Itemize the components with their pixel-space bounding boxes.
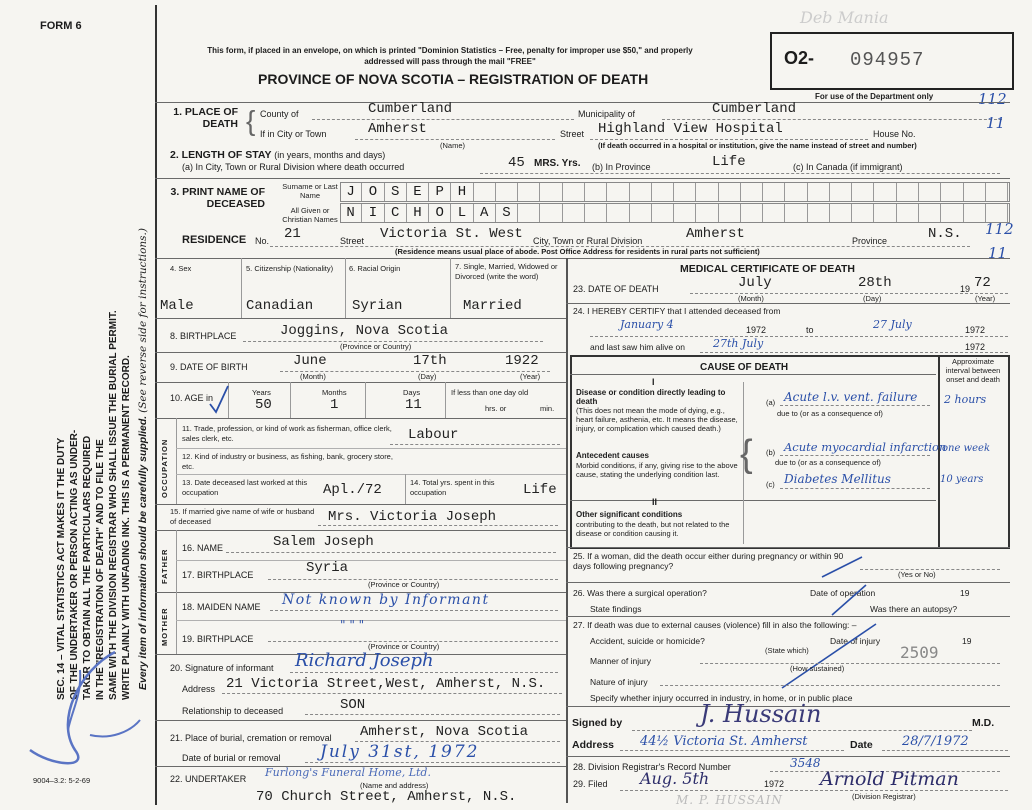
given-letter-cell [852, 204, 874, 222]
county-label: County of [260, 109, 299, 119]
registrar-caption: (Division Registrar) [852, 792, 916, 801]
given-letter-cell [630, 204, 652, 222]
racial-value: Syrian [352, 298, 403, 314]
legal-text-1: SEC. 14 – VITAL STATISTICS ACT MAKES IT THE DUTY [56, 437, 67, 700]
less-than-day: If less than one day old [451, 388, 529, 397]
undertaker-label: 22. UNDERTAKER [170, 774, 247, 784]
cause-b-prefix: (b) [766, 448, 776, 457]
physician-address-label: Address [572, 739, 615, 751]
surname-letter-cell [518, 183, 540, 201]
date-of-injury: Date of injury [830, 636, 881, 646]
q11-label: 11. Trade, profession, or kind of work as fisherman, office clerk, sales clerk, etc. [182, 424, 392, 443]
death-month-caption: (Month) [738, 294, 764, 303]
surname-letter-cell: E [407, 183, 429, 201]
surname-letter-cell [540, 183, 562, 201]
form-number: 094957 [850, 49, 925, 71]
mother-birthplace-caption: (Province or Country) [368, 642, 440, 651]
given-letter-cell [785, 204, 807, 222]
res-no: 21 [284, 226, 301, 242]
state-which: (State which) [765, 646, 809, 655]
form-number-prefix: O2- [784, 48, 815, 68]
state-findings: State findings [590, 604, 642, 614]
registrar-signature: Arnold Pitman [820, 768, 959, 790]
q14-label: 14. Total yrs. spent in this occupation [410, 478, 495, 497]
years-label: Years [252, 388, 271, 397]
burial-date: July 31st, 1972 [320, 742, 480, 762]
given-letter-cell [696, 204, 718, 222]
postal-note: This form, if placed in an envelope, on which is printed "Dominion Statistics – Free, penalty for improper use $50," and properly addressed will pass through the mail "FREE" [207, 46, 693, 66]
hrs-label: hrs. or [485, 404, 507, 413]
father-name: Salem Joseph [273, 534, 374, 550]
informant-address-label: Address [182, 684, 216, 694]
q15-value: Mrs. Victoria Joseph [328, 509, 497, 525]
interval-c: 10 years [940, 474, 984, 485]
street-value: Highland View Hospital [598, 121, 783, 137]
nature-label: Nature of injury [590, 677, 648, 687]
given-letter-cell [763, 204, 785, 222]
dept-use-label: For use of the Department only [815, 92, 934, 101]
q12-label: 12. Kind of industry or business, as fishing, bank, grocery store, etc. [182, 452, 393, 471]
q25-label: 25. If a woman, did the death occur either during pregnancy or within 90 days following pregnancy? [573, 551, 844, 571]
residence-note: (Residence means usual place of abode. Post Office Address for residents in rural parts not sufficient) [395, 247, 760, 256]
q15-label: 15. If married give name of wife or husband of deceased [170, 507, 315, 526]
stay-a-label: (a) In City, Town or Rural Division where death occurred [182, 162, 405, 172]
res-no-label: No. [255, 236, 270, 246]
surname-letter-cell [852, 183, 874, 201]
date-of-operation: Date of operation [810, 588, 876, 598]
surname-letter-cell: S [385, 183, 407, 201]
accident-label: Accident, suicide or homicide? [590, 636, 705, 646]
days-label: Days [403, 388, 421, 397]
part-ii: II [652, 497, 658, 507]
q25-slash-icon [820, 555, 865, 580]
manner-label: Manner of injury [590, 656, 651, 666]
dob-day: 17th [413, 353, 447, 369]
surname-letter-cell [652, 183, 674, 201]
given-letter-cell [941, 204, 963, 222]
surname-letter-cell [607, 183, 629, 201]
dob-day-caption: (Day) [418, 372, 437, 381]
medical-title: MEDICAL CERTIFICATE OF DEATH [680, 263, 855, 275]
mother-side-label: MOTHER [160, 607, 169, 646]
physician-date-label: Date [850, 739, 873, 751]
industry-question: Specify whether injury occurred in industry, in home, or in public place [590, 693, 853, 703]
house-label: House No. [873, 129, 916, 139]
age-label: 10. AGE in [170, 393, 214, 403]
death-month: July [738, 275, 772, 291]
autopsy-label: Was there an autopsy? [870, 604, 958, 614]
cause-a: Acute l.v. vent. failure [784, 390, 918, 404]
dept-code-5: 11 [988, 244, 1008, 262]
undertaker-caption: (Name and address) [360, 781, 429, 790]
dept-code-4: 112 [985, 220, 1014, 238]
mother-birthplace-ditto: " " " [340, 618, 365, 632]
surname-letter-cell [897, 183, 919, 201]
hospital-note: (If death occurred in a hospital or institution, give the name instead of street and number) [598, 141, 917, 150]
given-letter-cell [808, 204, 830, 222]
q27-slash-icon [780, 622, 880, 692]
surname-letter-cell [741, 183, 763, 201]
father-birthplace-caption: (Province or Country) [368, 580, 440, 589]
undertaker-name: Furlong's Funeral Home, Ltd. [265, 766, 431, 779]
cause-a-prefix: (a) [766, 398, 776, 407]
interval-b: one week [942, 443, 991, 454]
age-years: 50 [255, 397, 272, 413]
interval-a: 2 hours [944, 393, 987, 406]
disease-note: (This does not mean the mode of dying, e.g., heart failure, asthenia, etc. It means the disease, injury, or complication which caused death.) [576, 406, 738, 433]
county-value: Cumberland [368, 101, 453, 117]
municipality-value: Cumberland [712, 101, 797, 117]
md-label: M.D. [972, 717, 995, 729]
physician-signature: J. Hussain [700, 700, 822, 728]
sex-label: 4. Sex [170, 264, 192, 273]
part-i: I [652, 377, 655, 387]
surname-letter-cell [964, 183, 986, 201]
burial-place: Amherst, Nova Scotia [360, 724, 529, 740]
given-letter-cell [741, 204, 763, 222]
surname-letter-cell [696, 183, 718, 201]
surname-letter-cell [474, 183, 496, 201]
surname-letter-cell: H [451, 183, 473, 201]
age-days: 11 [405, 397, 422, 413]
record-number: 3548 [790, 756, 821, 770]
stay-c-label: (c) In Canada (if immigrant) [793, 162, 903, 172]
given-letter-cell: I [362, 204, 384, 222]
deceased-section: 3. PRINT NAME OF DECEASED [170, 186, 265, 210]
surname-letter-cell: P [429, 183, 451, 201]
racial-label: 6. Racial Origin [349, 264, 401, 273]
citizenship-label: 5. Citizenship (Nationality) [246, 264, 334, 273]
dob-month: June [293, 353, 327, 369]
given-letter-cell [874, 204, 896, 222]
last-saw-year: 1972 [965, 342, 986, 352]
cause-c-prefix: (c) [766, 480, 775, 489]
given-letter-cell: O [429, 204, 451, 222]
q14-value: Life [523, 482, 557, 498]
stay-b-value: Life [712, 154, 746, 170]
given-letter-cell: N [340, 204, 362, 222]
maiden-name: Not known by Informant [282, 592, 490, 608]
city-label: If in City or Town [260, 129, 327, 139]
filed-year: 1972 [764, 779, 785, 789]
q11-value: Labour [408, 427, 459, 443]
relationship-value: SON [340, 697, 366, 713]
q27-label: 27. If death was due to external causes (violence) fill in also the following: – [573, 620, 857, 630]
due-to-b: due to (or as a consequence of) [775, 458, 881, 467]
q24-label: 24. I HEREBY CERTIFY that I attended deceased from [573, 306, 781, 316]
birthplace-label: 8. BIRTHPLACE [170, 331, 237, 341]
mother-birthplace-label: 19. BIRTHPLACE [182, 634, 254, 644]
legal-text-6: WRITE PLAINLY WITH UNFADING INK. THIS IS A PERMANENT RECORD. [121, 355, 132, 700]
surname-letter-cell [808, 183, 830, 201]
surname-letter-cell [919, 183, 941, 201]
surname-letter-cell [563, 183, 585, 201]
father-birthplace-label: 17. BIRTHPLACE [182, 570, 254, 580]
q23-label: 23. DATE OF DEATH [573, 284, 659, 294]
cause-title: CAUSE OF DEATH [700, 362, 789, 373]
birthplace-caption: (Province or Country) [340, 342, 412, 351]
informant-address: 21 Victoria Street,West, Amherst, N.S. [226, 676, 546, 692]
form-label: FORM 6 [40, 20, 82, 32]
faint-annotation: Deb Mania [800, 8, 889, 27]
surname-label: Surname or Last Name [282, 182, 338, 200]
given-letter-cell: L [451, 204, 473, 222]
res-street-label: Street [340, 236, 365, 246]
given-letter-cell: A [474, 204, 496, 222]
age-months: 1 [330, 397, 339, 413]
attended-to: 27 July [873, 318, 912, 331]
father-name-label: 16. NAME [182, 543, 224, 553]
name-caption: (Name) [440, 141, 466, 150]
manner-code: 2509 [900, 643, 939, 662]
death-year: 72 [974, 275, 991, 291]
form-title: PROVINCE OF NOVA SCOTIA – REGISTRATION OF DEATH [258, 71, 649, 87]
cause-b: Acute myocardial infarction [784, 440, 947, 454]
place-of-death-section: 1. PLACE OF DEATH [173, 106, 238, 130]
filed-date: Aug. 5th [640, 769, 710, 788]
father-birthplace: Syria [306, 560, 349, 576]
given-letter-cell [563, 204, 585, 222]
print-code: 9004–3.2: 5-2-69 [33, 776, 91, 785]
signed-label: Signed by [572, 717, 623, 729]
pencil-mark-icon [20, 640, 150, 780]
q26-slash-icon [830, 583, 870, 618]
disease-label: Disease or condition directly leading to death [576, 388, 726, 406]
surname-letter-cell: J [340, 183, 362, 201]
attended-from-year: 1972 [746, 325, 767, 335]
surname-letter-cell [941, 183, 963, 201]
legal-text-3: TAKER TO OBTAIN ALL THE PARTICULARS REQUIRED [82, 435, 93, 700]
sex-value: Male [160, 298, 194, 314]
instruction-text: Every item of information should be carefully supplied. (See reverse side for instructions.) [137, 228, 149, 690]
street-label: Street [560, 129, 585, 139]
occupation-side-label: OCCUPATION [160, 438, 169, 498]
death-day: 28th [858, 275, 892, 291]
q28-label: 28. Division Registrar's Record Number [573, 762, 731, 772]
stay-a-unit: MRS. Yrs. [534, 158, 581, 169]
how-sustained: (How sustained) [790, 664, 845, 673]
birthplace-value: Joggins, Nova Scotia [280, 323, 449, 339]
municipality-label: Municipality of [578, 109, 636, 119]
surname-letter-cell: O [362, 183, 384, 201]
antecedent-label: Antecedent causes [576, 451, 649, 460]
given-letter-cell: H [407, 204, 429, 222]
dept-code-1: 112 [978, 90, 1007, 108]
physician-address: 44½ Victoria St. Amherst [640, 734, 808, 749]
other-note: contributing to the death, but not related to the disease or condition causing it. [576, 520, 730, 538]
given-letter-cell [585, 204, 607, 222]
undertaker-address: 70 Church Street, Amherst, N.S. [256, 789, 517, 805]
last-saw-label: and last saw him alive on [590, 342, 685, 352]
interval-label: Approximate interval between onset and death [945, 357, 1001, 384]
given-letter-cell [719, 204, 741, 222]
given-letter-cell [897, 204, 919, 222]
burial-date-label: Date of burial or removal [182, 753, 281, 763]
q13-value: Apl./72 [323, 482, 382, 498]
res-province: N.S. [928, 226, 962, 242]
death-year-caption: (Year) [975, 294, 996, 303]
attended-to-year: 1972 [965, 325, 986, 335]
dob-year-caption: (Year) [520, 372, 541, 381]
cause-c: Diabetes Mellitus [784, 472, 891, 486]
death-year-prefix: 19 [960, 284, 971, 294]
stay-b-label: (b) In Province [592, 162, 651, 172]
dept-code-2: 11 [986, 114, 1006, 132]
given-letter-cell [540, 204, 562, 222]
given-letter-cell [607, 204, 629, 222]
min-label: min. [540, 404, 555, 413]
legal-text-4: IN THE "REGISTRATION OF DEATH" AND TO FILE THE [95, 439, 106, 700]
given-letter-cell: S [496, 204, 518, 222]
marital-label: 7. Single, Married, Widowed or Divorced (write the word) [455, 262, 558, 281]
legal-text-5: SAME WITH THE DIVISION REGISTRAR WHO SHALL ISSUE THE BURIAL PERMIT. [108, 310, 119, 700]
age-checkmark-icon [208, 384, 230, 414]
dob-year: 1922 [505, 353, 539, 369]
city-value: Amherst [368, 121, 427, 137]
residence-label: RESIDENCE [182, 234, 247, 246]
physician-date: 28/7/1972 [902, 734, 969, 749]
given-letter-cell: C [385, 204, 407, 222]
maiden-name-label: 18. MAIDEN NAME [182, 602, 261, 612]
q26-year: 19 [960, 588, 970, 598]
burial-place-label: 21. Place of burial, cremation or removal [170, 733, 332, 743]
death-day-caption: (Day) [863, 294, 882, 303]
surname-letter-cell [630, 183, 652, 201]
q27-year: 19 [962, 636, 972, 646]
q13-label: 13. Date deceased last worked at this occupation [182, 478, 308, 497]
res-city-label: City, Town or Rural Division [533, 236, 643, 246]
yes-no-caption: (Yes or No) [898, 570, 936, 579]
surname-letter-cell [830, 183, 852, 201]
surname-letter-cell [585, 183, 607, 201]
res-province-label: Province [852, 236, 888, 246]
given-letter-cell [964, 204, 986, 222]
dob-month-caption: (Month) [300, 372, 326, 381]
relationship-label: Relationship to deceased [182, 706, 284, 716]
due-to-a: due to (or as a consequence of) [777, 409, 883, 418]
given-label: All Given or Christian Names [282, 206, 338, 224]
surname-letter-cell [785, 183, 807, 201]
citizenship-value: Canadian [246, 298, 314, 314]
res-street: Victoria St. West [380, 226, 523, 242]
form-number-box [770, 32, 1014, 90]
given-letter-cell [674, 204, 696, 222]
marital-value: Married [463, 298, 522, 314]
legal-text-2: OF THE UNDERTAKER OR PERSON ACTING AS UNDER- [69, 429, 80, 700]
attended-from: January 4 [620, 318, 674, 331]
stamp-text: M. P. HUSSAIN [676, 793, 783, 807]
informant-sig-label: 20. Signature of informant [170, 663, 274, 673]
given-letter-cell [830, 204, 852, 222]
last-saw: 27th July [713, 337, 764, 350]
stay-a-value: 45 [508, 155, 525, 171]
father-side-label: FATHER [160, 548, 169, 584]
to-label: to [806, 325, 814, 335]
surname-letter-cell [986, 183, 1008, 201]
other-label: Other significant conditions [576, 510, 683, 519]
dob-label: 9. DATE OF BIRTH [170, 362, 248, 372]
q29-label: 29. Filed [573, 779, 608, 789]
surname-letter-cell [874, 183, 896, 201]
q26-label: 26. Was there a surgical operation? [573, 588, 707, 598]
length-of-stay-section: 2. LENGTH OF STAY (in years, months and days) [170, 149, 386, 161]
given-letter-cell [919, 204, 941, 222]
given-letter-cell [518, 204, 540, 222]
surname-letter-cell [674, 183, 696, 201]
given-letter-cell [652, 204, 674, 222]
surname-letter-cell [496, 183, 518, 201]
surname-letter-cell [719, 183, 741, 201]
informant-signature: Richard Joseph [295, 650, 434, 671]
antecedent-note: Morbid conditions, if any, giving rise to the above cause, stating the underlying condition last. [576, 461, 738, 479]
surname-letter-cell [763, 183, 785, 201]
months-label: Months [322, 388, 347, 397]
res-city: Amherst [686, 226, 745, 242]
